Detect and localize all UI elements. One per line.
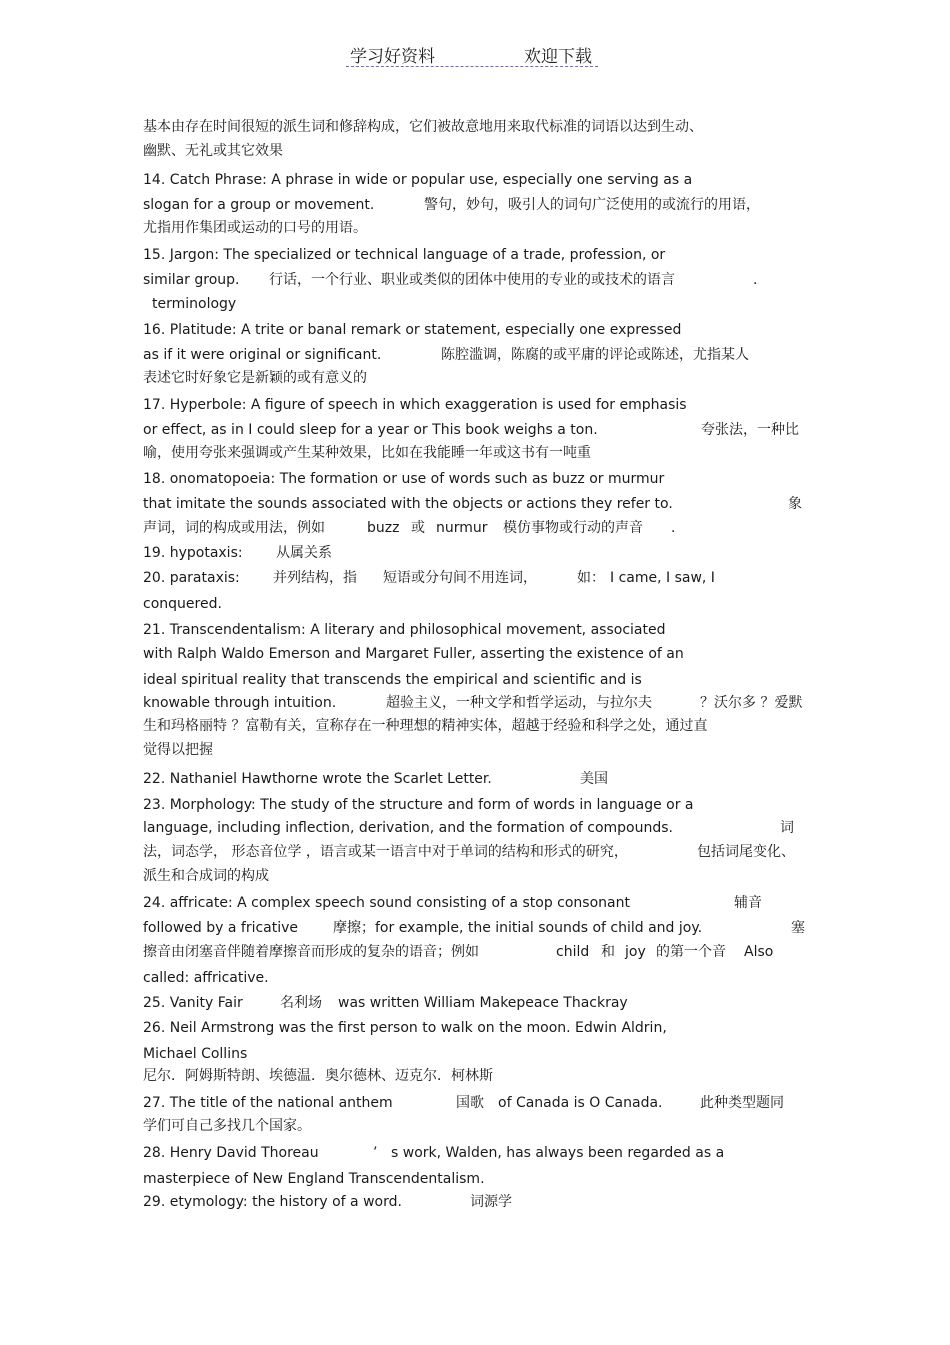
text-segment: 擦音由闭塞音伴随着摩擦音而形成的复杂的语音；例如 [143, 944, 479, 960]
text-segment: . [753, 272, 758, 288]
text-line [143, 691, 818, 716]
text-segment: ？沃尔多 ？爱默 [700, 695, 803, 711]
text-segment: 学们可自己多找几个国家。 [143, 1118, 311, 1134]
text-segment: 短语或分句间不用连词， [383, 570, 537, 586]
text-segment: 基本由存在时间很短的派生词和修辞构成，它们被故意地用来取代标准的词语以达到生动、 [143, 119, 703, 135]
text-segment: conquered. [143, 596, 222, 612]
text-segment: 26. Neil Armstrong was the first person to walk on the moon. Edwin Aldrin, [143, 1020, 667, 1036]
text-segment: 国歌 [456, 1095, 484, 1111]
text-segment: 词源学 [470, 1194, 512, 1210]
text-line [143, 1016, 818, 1041]
text-segment: 模仿事物或行动的声音 [503, 520, 643, 536]
text-segment: terminology [152, 296, 237, 312]
text-segment: 23. Morphology: The study of the structure and form of words in language or a [143, 797, 694, 813]
text-line [143, 592, 818, 617]
text-line [143, 618, 818, 643]
text-line [143, 991, 818, 1016]
text-segment: as if it were original or significant. [143, 347, 382, 363]
text-line [143, 441, 818, 466]
header-left-text: 学习好资料 [350, 47, 435, 67]
text-line [143, 1042, 818, 1067]
text-segment: 16. Platitude: A trite or banal remark or statement, especially one expressed [143, 322, 682, 338]
text-line [143, 366, 818, 391]
text-line [143, 864, 818, 889]
text-segment: 象 [788, 496, 802, 512]
text-segment: joy [625, 944, 646, 960]
text-segment: 表述它时好象它是新颖的或有意义的 [143, 370, 367, 386]
text-line [143, 216, 818, 241]
text-line [143, 642, 818, 667]
text-segment: s work, Walden, has always been regarded as a [391, 1145, 725, 1161]
text-segment: 名利场 [280, 995, 322, 1011]
text-line [143, 292, 818, 317]
text-segment: ideal spiritual reality that transcends the empirical and scientific and is [143, 672, 642, 688]
text-segment: called: affricative. [143, 970, 269, 986]
text-segment: language, including inflection, derivation, and the formation of compounds. [143, 820, 674, 836]
text-segment: 法，词态学， 形态音位学 ，语言或某一语言中对于单词的结构和形式的研究， [143, 844, 628, 860]
text-line [143, 243, 818, 268]
text-segment: 塞 [791, 920, 805, 936]
text-line [143, 916, 818, 941]
text-line [143, 1141, 818, 1166]
text-line [143, 1167, 818, 1192]
text-segment: slogan for a group or movement. [143, 197, 375, 213]
text-line [143, 318, 818, 343]
text-line [143, 268, 818, 293]
text-segment: followed by a fricative [143, 920, 299, 936]
text-segment: 19. hypotaxis: [143, 545, 243, 561]
text-line [143, 767, 818, 792]
text-line [143, 115, 818, 140]
text-segment: with Ralph Waldo Emerson and Margaret Fuller, asserting the existence of an [143, 646, 684, 662]
text-segment: 夸张法，一种比 [701, 422, 799, 438]
text-segment: 14. Catch Phrase: A phrase in wide or popular use, especially one serving as a [143, 172, 693, 188]
text-segment: child [556, 944, 590, 960]
text-segment: 超验主义，一种文学和哲学运动，与拉尔夫 [386, 695, 652, 711]
text-segment: 17. Hyperbole: A figure of speech in which exaggeration is used for emphasis [143, 397, 687, 413]
text-segment: 从属关系 [276, 545, 332, 561]
text-line [143, 393, 818, 418]
text-line [143, 492, 818, 517]
text-segment: masterpiece of New England Transcendentalism. [143, 1171, 485, 1187]
text-segment: 喻，使用夸张来强调或产生某种效果，比如在我能睡一年或这书有一吨重 [143, 445, 591, 461]
text-segment: 词 [780, 820, 794, 836]
text-segment: 24. affricate: A complex speech sound consisting of a stop consonant [143, 895, 630, 911]
text-segment: nurmur [436, 520, 488, 536]
text-segment: 声词，词的构成或用法，例如 [143, 520, 325, 536]
text-segment: or effect, as in I could sleep for a year or This book weighs a ton. [143, 422, 598, 438]
text-segment: 29. etymology: the history of a word. [143, 1194, 402, 1210]
text-segment: 如： [577, 570, 605, 586]
text-segment: 行话，一个行业、职业或类似的团体中使用的专业的或技术的语言 [269, 272, 675, 288]
text-line [143, 940, 818, 965]
text-segment: . [671, 520, 676, 536]
text-segment: 22. Nathaniel Hawthorne wrote the Scarlet Letter. [143, 771, 492, 787]
text-line [143, 516, 818, 541]
text-segment: that imitate the sounds associated with the objects or actions they refer to. [143, 496, 673, 512]
text-line [143, 738, 818, 763]
text-segment: buzz [367, 520, 400, 536]
text-segment: was written William Makepeace Thackray [338, 995, 628, 1011]
text-segment: 27. The title of the national anthem [143, 1095, 393, 1111]
text-segment: 21. Transcendentalism: A literary and philosophical movement, associated [143, 622, 666, 638]
text-line [143, 343, 818, 368]
text-segment: 28. Henry David Thoreau [143, 1145, 319, 1161]
text-line [143, 840, 818, 865]
text-segment: 尤指用作集团或运动的口号的用语。 [143, 220, 367, 236]
text-line [143, 418, 818, 443]
page-header [346, 40, 598, 67]
text-segment: Michael Collins [143, 1046, 248, 1062]
text-segment: I came, I saw, I [610, 570, 715, 586]
text-line [143, 714, 818, 739]
text-segment: similar group. [143, 272, 240, 288]
text-segment: 生和玛格丽特 ？富勒有关，宣称存在一种理想的精神实体，超越于经验和科学之处，通过直 [143, 718, 708, 734]
text-segment: of Canada is O Canada. [498, 1095, 663, 1111]
text-line [143, 168, 818, 193]
text-segment: 觉得以把握 [143, 742, 213, 758]
text-line [143, 891, 818, 916]
text-segment: 警句，妙句，吸引人的词句广泛使用的或流行的用语， [424, 197, 760, 213]
text-line [143, 668, 818, 693]
text-segment: 25. Vanity Fair [143, 995, 243, 1011]
text-line [143, 1064, 818, 1089]
text-line [143, 816, 818, 841]
text-segment: Also [744, 944, 774, 960]
text-line [143, 793, 818, 818]
text-segment: 20. parataxis: [143, 570, 240, 586]
text-segment: 并列结构，指 [273, 570, 357, 586]
text-line [143, 966, 818, 991]
text-line [143, 139, 818, 164]
text-segment: 尼尔．阿姆斯特朗、埃德温．奥尔德林、迈克尔．柯林斯 [143, 1068, 493, 1084]
text-segment: knowable through intuition. [143, 695, 337, 711]
text-segment: 幽默、无礼或其它效果 [143, 143, 283, 159]
text-segment: 美国 [580, 771, 608, 787]
text-segment: 18. onomatopoeia: The formation or use of words such as buzz or murmur [143, 471, 665, 487]
text-segment: ’ [373, 1145, 378, 1161]
text-segment: 此种类型题同 [700, 1095, 784, 1111]
text-segment: 摩擦；for example, the initial sounds of child and joy. [333, 920, 703, 936]
text-line [143, 1190, 818, 1215]
text-segment: 的第一个音 [656, 944, 726, 960]
text-line [143, 541, 818, 566]
text-segment: 和 [601, 944, 615, 960]
text-segment: 或 [411, 520, 425, 536]
header-right-text: 欢迎下载 [524, 47, 592, 67]
text-line [143, 467, 818, 492]
text-segment: 辅音 [734, 895, 762, 911]
text-segment: 派生和合成词的构成 [143, 868, 269, 884]
text-line [143, 566, 818, 591]
text-line [143, 1114, 818, 1139]
text-segment: 陈腔滥调，陈腐的或平庸的评论或陈述，尤指某人 [441, 347, 749, 363]
text-segment: 15. Jargon: The specialized or technical language of a trade, profession, or [143, 247, 666, 263]
text-line [143, 1091, 818, 1116]
text-line [143, 193, 818, 218]
text-segment: 包括词尾变化、 [697, 844, 795, 860]
